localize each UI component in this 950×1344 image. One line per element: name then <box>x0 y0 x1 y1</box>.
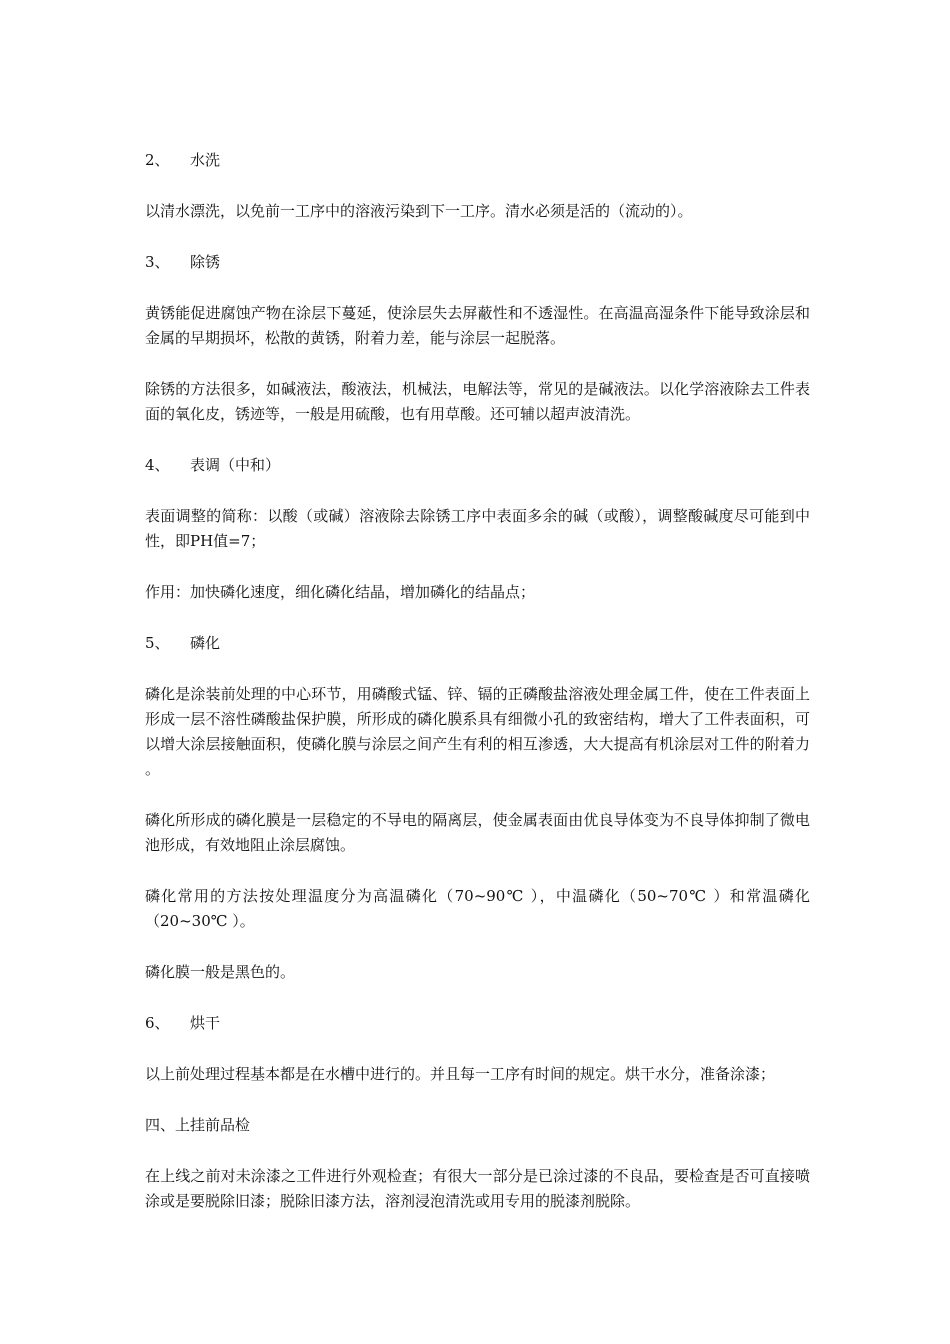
section-title: 表调（中和） <box>190 456 281 474</box>
section-heading-four <box>145 1113 810 1138</box>
section-title: 水洗 <box>190 151 221 169</box>
section-title: 烘干 <box>190 1014 221 1032</box>
section-number: 4、 <box>145 456 170 474</box>
paragraph: 黄锈能促进腐蚀产物在涂层下蔓延，使涂层失去屏蔽性和不透湿性。在高温高湿条件下能导致涂层和金属的早期损坏，松散的黄锈，附着力差，能与涂层一起脱落。 <box>145 304 810 347</box>
paragraph: 磷化常用的方法按处理温度分为高温磷化（70~90℃ ），中温磷化（50~70℃ ）和常温磷化（20~30℃ ）。 <box>145 887 810 930</box>
section-heading-2 <box>145 148 810 173</box>
section-heading-6 <box>145 1011 810 1036</box>
section-heading-3 <box>145 250 810 275</box>
section-heading-4 <box>145 453 810 478</box>
paragraph: 在上线之前对未涂漆之工件进行外观检查；有很大一部分是已涂过漆的不良品，要检查是否可直接喷涂或是要脱除旧漆；脱除旧漆方法，溶剂浸泡清洗或用专用的脱漆剂脱除。 <box>145 1167 810 1210</box>
paragraph: 作用：加快磷化速度，细化磷化结晶，增加磷化的结晶点； <box>145 583 536 601</box>
paragraph: 表面调整的简称：以酸（或碱）溶液除去除锈工序中表面多余的碱（或酸），调整酸碱度尽可能到中性，即PH值=7； <box>145 507 810 550</box>
section-heading-5 <box>145 631 810 656</box>
paragraph: 除锈的方法很多，如碱液法，酸液法，机械法，电解法等，常见的是碱液法。以化学溶液除去工件表面的氧化皮，锈迹等，一般是用硫酸，也有用草酸。还可辅以超声波清洗。 <box>145 380 810 423</box>
section-number: 3、 <box>145 253 170 271</box>
section-number: 6、 <box>145 1014 170 1032</box>
document-body <box>145 148 810 1214</box>
paragraph: 磷化所形成的磷化膜是一层稳定的不导电的隔离层，使金属表面由优良导体变为不良导体抑制了微电池形成，有效地阻止涂层腐蚀。 <box>145 811 810 854</box>
paragraph: 磷化膜一般是黑色的。 <box>145 963 296 981</box>
section-number: 2、 <box>145 151 170 169</box>
paragraph: 以上前处理过程基本都是在水槽中进行的。并且每一工序有时间的规定。烘干水分，准备涂漆； <box>145 1065 776 1083</box>
section-title: 磷化 <box>190 634 221 652</box>
paragraph: 以清水漂洗，以免前一工序中的溶液污染到下一工序。清水必须是活的（流动的）。 <box>145 202 693 220</box>
paragraph: 磷化是涂装前处理的中心环节，用磷酸式锰、锌、镉的正磷酸盐溶液处理金属工件，使在工件表面上形成一层不溶性磷酸盐保护膜，所形成的磷化膜系具有细微小孔的致密结构，增大了工件表面积，可以增大涂层接触面积，使磷化膜与涂层之间产生有利的相互渗透，大大提高有机涂层对工件的附着力 。 <box>145 685 810 778</box>
section-title: 除锈 <box>190 253 221 271</box>
section-number: 5、 <box>145 634 170 652</box>
section-title: 四、上挂前品检 <box>145 1116 251 1134</box>
